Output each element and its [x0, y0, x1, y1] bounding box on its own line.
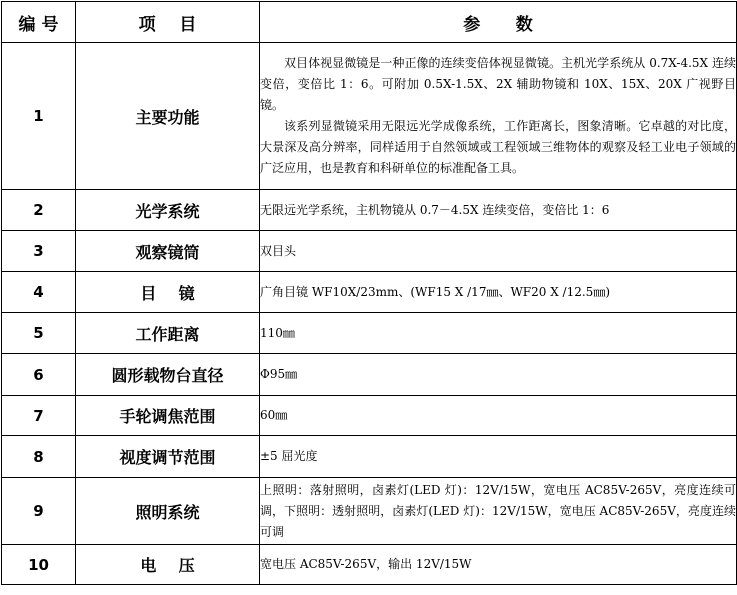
- param-paragraph: 该系列显微镜采用无限远光学成像系统，工作距离长，图象清晰。它卓越的对比度，大景深及高分辨率，同样适用于自然领域或工程领域三维物体的观察及轻工业电子领域的广泛应用，也是教育和科研单位的标准配备工具。: [260, 119, 736, 175]
- table-row: [2, 190, 737, 231]
- table-row: [2, 313, 737, 354]
- table-row: [2, 436, 737, 478]
- table-row: [2, 478, 737, 545]
- row-param: 60㎜: [260, 396, 737, 436]
- header-row: [2, 2, 737, 43]
- table-row: [2, 231, 737, 272]
- table-row: [2, 396, 737, 436]
- row-num: 3: [2, 231, 76, 272]
- row-num: 9: [2, 478, 76, 545]
- row-num: 6: [2, 354, 76, 396]
- row-num: 4: [2, 272, 76, 313]
- row-num: 7: [2, 396, 76, 436]
- row-param: [260, 43, 737, 190]
- row-param: 无限远光学系统，主机物镜从 0.7－4.5X 连续变倍，变倍比 1：6: [260, 190, 737, 231]
- header-item: 项 目: [76, 2, 260, 43]
- row-num: 5: [2, 313, 76, 354]
- spec-table: [1, 1, 737, 585]
- row-item: 观察镜筒: [76, 231, 260, 272]
- table-row: [2, 43, 737, 190]
- row-param: 广角目镜 WF10X/23mm、(WF15 X /17㎜、WF20 X /12.5㎜): [260, 272, 737, 313]
- row-num: 8: [2, 436, 76, 478]
- row-item: 工作距离: [76, 313, 260, 354]
- row-item: 视度调节范围: [76, 436, 260, 478]
- row-item: 圆形载物台直径: [76, 354, 260, 396]
- table-row: [2, 272, 737, 313]
- table-row: [2, 354, 737, 396]
- row-item: 主要功能: [76, 43, 260, 190]
- row-item: 目 镜: [76, 272, 260, 313]
- row-param: ±5 屈光度: [260, 436, 737, 478]
- param-paragraph: 双目体视显微镜是一种正像的连续变倍体视显微镜。主机光学系统从 0.7X-4.5X 连续变倍，变倍比 1：6。可附加 0.5X-1.5X、2X 辅助物镜和 10X、15X、20X 广视野目镜。: [260, 56, 736, 112]
- row-item: 照明系统: [76, 478, 260, 545]
- row-item: 电 压: [76, 545, 260, 585]
- row-item: 手轮调焦范围: [76, 396, 260, 436]
- row-num: 2: [2, 190, 76, 231]
- header-param: 参 数: [260, 2, 737, 43]
- row-param: Φ95㎜: [260, 354, 737, 396]
- row-param: 双目头: [260, 231, 737, 272]
- header-num: 编 号: [2, 2, 76, 43]
- row-param: 上照明：落射照明，卤素灯(LED 灯)：12V/15W，宽电压 AC85V-265V，亮度连续可调，下照明：透射照明，卤素灯(LED 灯)：12V/15W，宽电压 AC85V-265V，亮度连续可调: [260, 478, 737, 545]
- row-param: 宽电压 AC85V-265V，输出 12V/15W: [260, 545, 737, 585]
- row-num: 1: [2, 43, 76, 190]
- row-param: 110㎜: [260, 313, 737, 354]
- row-item: 光学系统: [76, 190, 260, 231]
- row-num: 10: [2, 545, 76, 585]
- table-row: [2, 545, 737, 585]
